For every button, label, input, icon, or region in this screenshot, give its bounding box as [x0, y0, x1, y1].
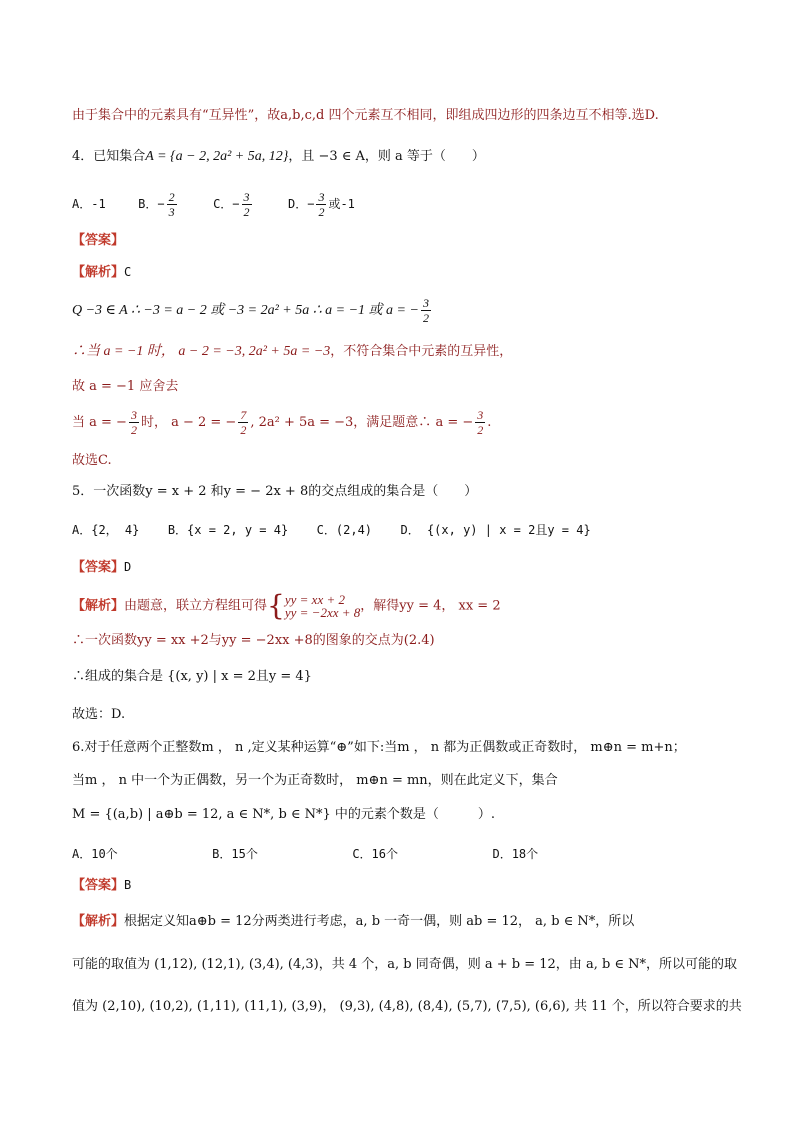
q6-analysis-tag: 【解析】	[72, 914, 125, 929]
q4-stem-suffix: ，且 −3 ∈ A，则 a 等于（ ）	[288, 149, 485, 164]
q4-step1: Q −3 ∈ A ∴ −3 = a − 2 或 −3 = 2a² + 5a ∴ a = −1 或 a = − $\frac{3}{2}$	[72, 296, 429, 325]
q6-option-c: C．16个	[352, 847, 398, 861]
q5-answer	[72, 558, 131, 577]
q5-step2: ∴组成的集合是 {(x, y) | x = 2且y = 4}	[72, 669, 312, 684]
q5-analysis: 【解析】由题意，联立方程组可得{ yy = xx + 2 yy = −2xx + 8 ，解得yy = 4， xx = 2	[72, 589, 501, 622]
q5-answer-value: D	[124, 560, 132, 574]
q4-option-b: B．− $\frac{2}{3}$	[138, 190, 175, 219]
q5-options	[72, 521, 591, 539]
q6-option-a: A．10个	[72, 847, 118, 861]
q4-option-a: A．-1	[72, 197, 106, 211]
q6-answer-tag: 【答案】	[72, 878, 125, 893]
q6-stem-2: 当m ， n 中一个为正偶数，另一个为正奇数时， m⊕n = mn，则在此定义下，集合	[72, 773, 558, 788]
q4-analysis-value: C	[124, 265, 132, 279]
q4-step2: ∴当 a = −1 时， a − 2 = −3, 2a² + 5a = −3，不符合集合中元素的互异性，	[72, 344, 513, 359]
q4-stem	[72, 148, 485, 166]
q6-analysis-1: 【解析】根据定义知a⊕b = 12分两类进行考虑，a, b 一奇一偶，则 ab = 12， a, b ∈ N*，所以	[72, 914, 635, 929]
q4-stem-prefix: 4．已知集合	[72, 149, 146, 164]
q6-stem-3: M = {(a,b) | a⊕b = 12, a ∈ N*, b ∈ N*} 中的元素个数是（ ）.	[72, 807, 496, 822]
q6-option-d: D．18个	[492, 847, 539, 861]
q5-answer-tag: 【答案】	[72, 560, 125, 575]
q5-option-d: D． {(x, y) | x = 2且y = 4}	[400, 523, 591, 537]
q6-stem-1: 6.对于任意两个正整数m ， n ,定义某种运算“⊕”如下:当m ， n 都为正偶数或正奇数时， m⊕n = m+n；	[72, 740, 686, 755]
q6-answer-value: B	[124, 878, 132, 892]
q4-analysis	[72, 263, 131, 282]
q4-option-d: D．− $\frac{3}{2}$ 或-1	[288, 190, 355, 219]
q4-option-c: C．− $\frac{3}{2}$	[213, 190, 250, 219]
intro-line: 由于集合中的元素具有“互异性”，故a,b,c,d 四个元素互不相同，即组成四边形的四条边互不相等.选D.	[72, 108, 659, 123]
q6-analysis-2: 可能的取值为 (1,12), (12,1), (3,4), (4,3)，共 4 个，a, b 同奇偶，则 a + b = 12，由 a, b ∈ N*，所以可能的取	[72, 957, 738, 972]
q4-options	[72, 190, 355, 219]
q4-conclusion: 故选C.	[72, 453, 112, 468]
q4-analysis-tag: 【解析】	[72, 265, 125, 280]
q6-answer	[72, 876, 131, 895]
q6-option-b: B．15个	[212, 847, 258, 861]
q4-step3: 故 a = −1 应舍去	[72, 379, 179, 394]
q6-options	[72, 845, 538, 863]
q5-conclusion: 故选：D.	[72, 707, 126, 722]
q4-answer-tag: 【答案】	[72, 233, 125, 248]
q5-option-a: A．{2， 4}	[72, 523, 140, 537]
q5-stem: 5．一次函数y = x + 2 和y = − 2x + 8的交点组成的集合是（ ）	[72, 484, 478, 499]
q5-step1: ∴一次函数yy = xx +2与yy = −2xx +8的图象的交点为(2.4)	[72, 633, 435, 648]
q5-option-b: B．{x = 2, y = 4}	[167, 523, 289, 537]
q6-analysis-3: 值为 (2,10), (10,2), (1,11), (11,1), (3,9)， (9,3), (4,8), (8,4), (5,7), (7,5), (6,6), 共 11 个，所以符合要求的共	[72, 999, 742, 1014]
q4-set: A = {a − 2, 2a² + 5a, 12}	[145, 149, 289, 164]
q4-step4: 当 a = − $\frac{3}{2}$ 时， a − 2 = − $\frac{7}{2}$ , 2a² + 5a = −3，满足题意∴ a = − $\frac{3}{2}$ .	[72, 408, 492, 437]
q5-analysis-tag: 【解析】	[72, 598, 125, 614]
q5-option-c: C．(2,4)	[316, 523, 373, 537]
